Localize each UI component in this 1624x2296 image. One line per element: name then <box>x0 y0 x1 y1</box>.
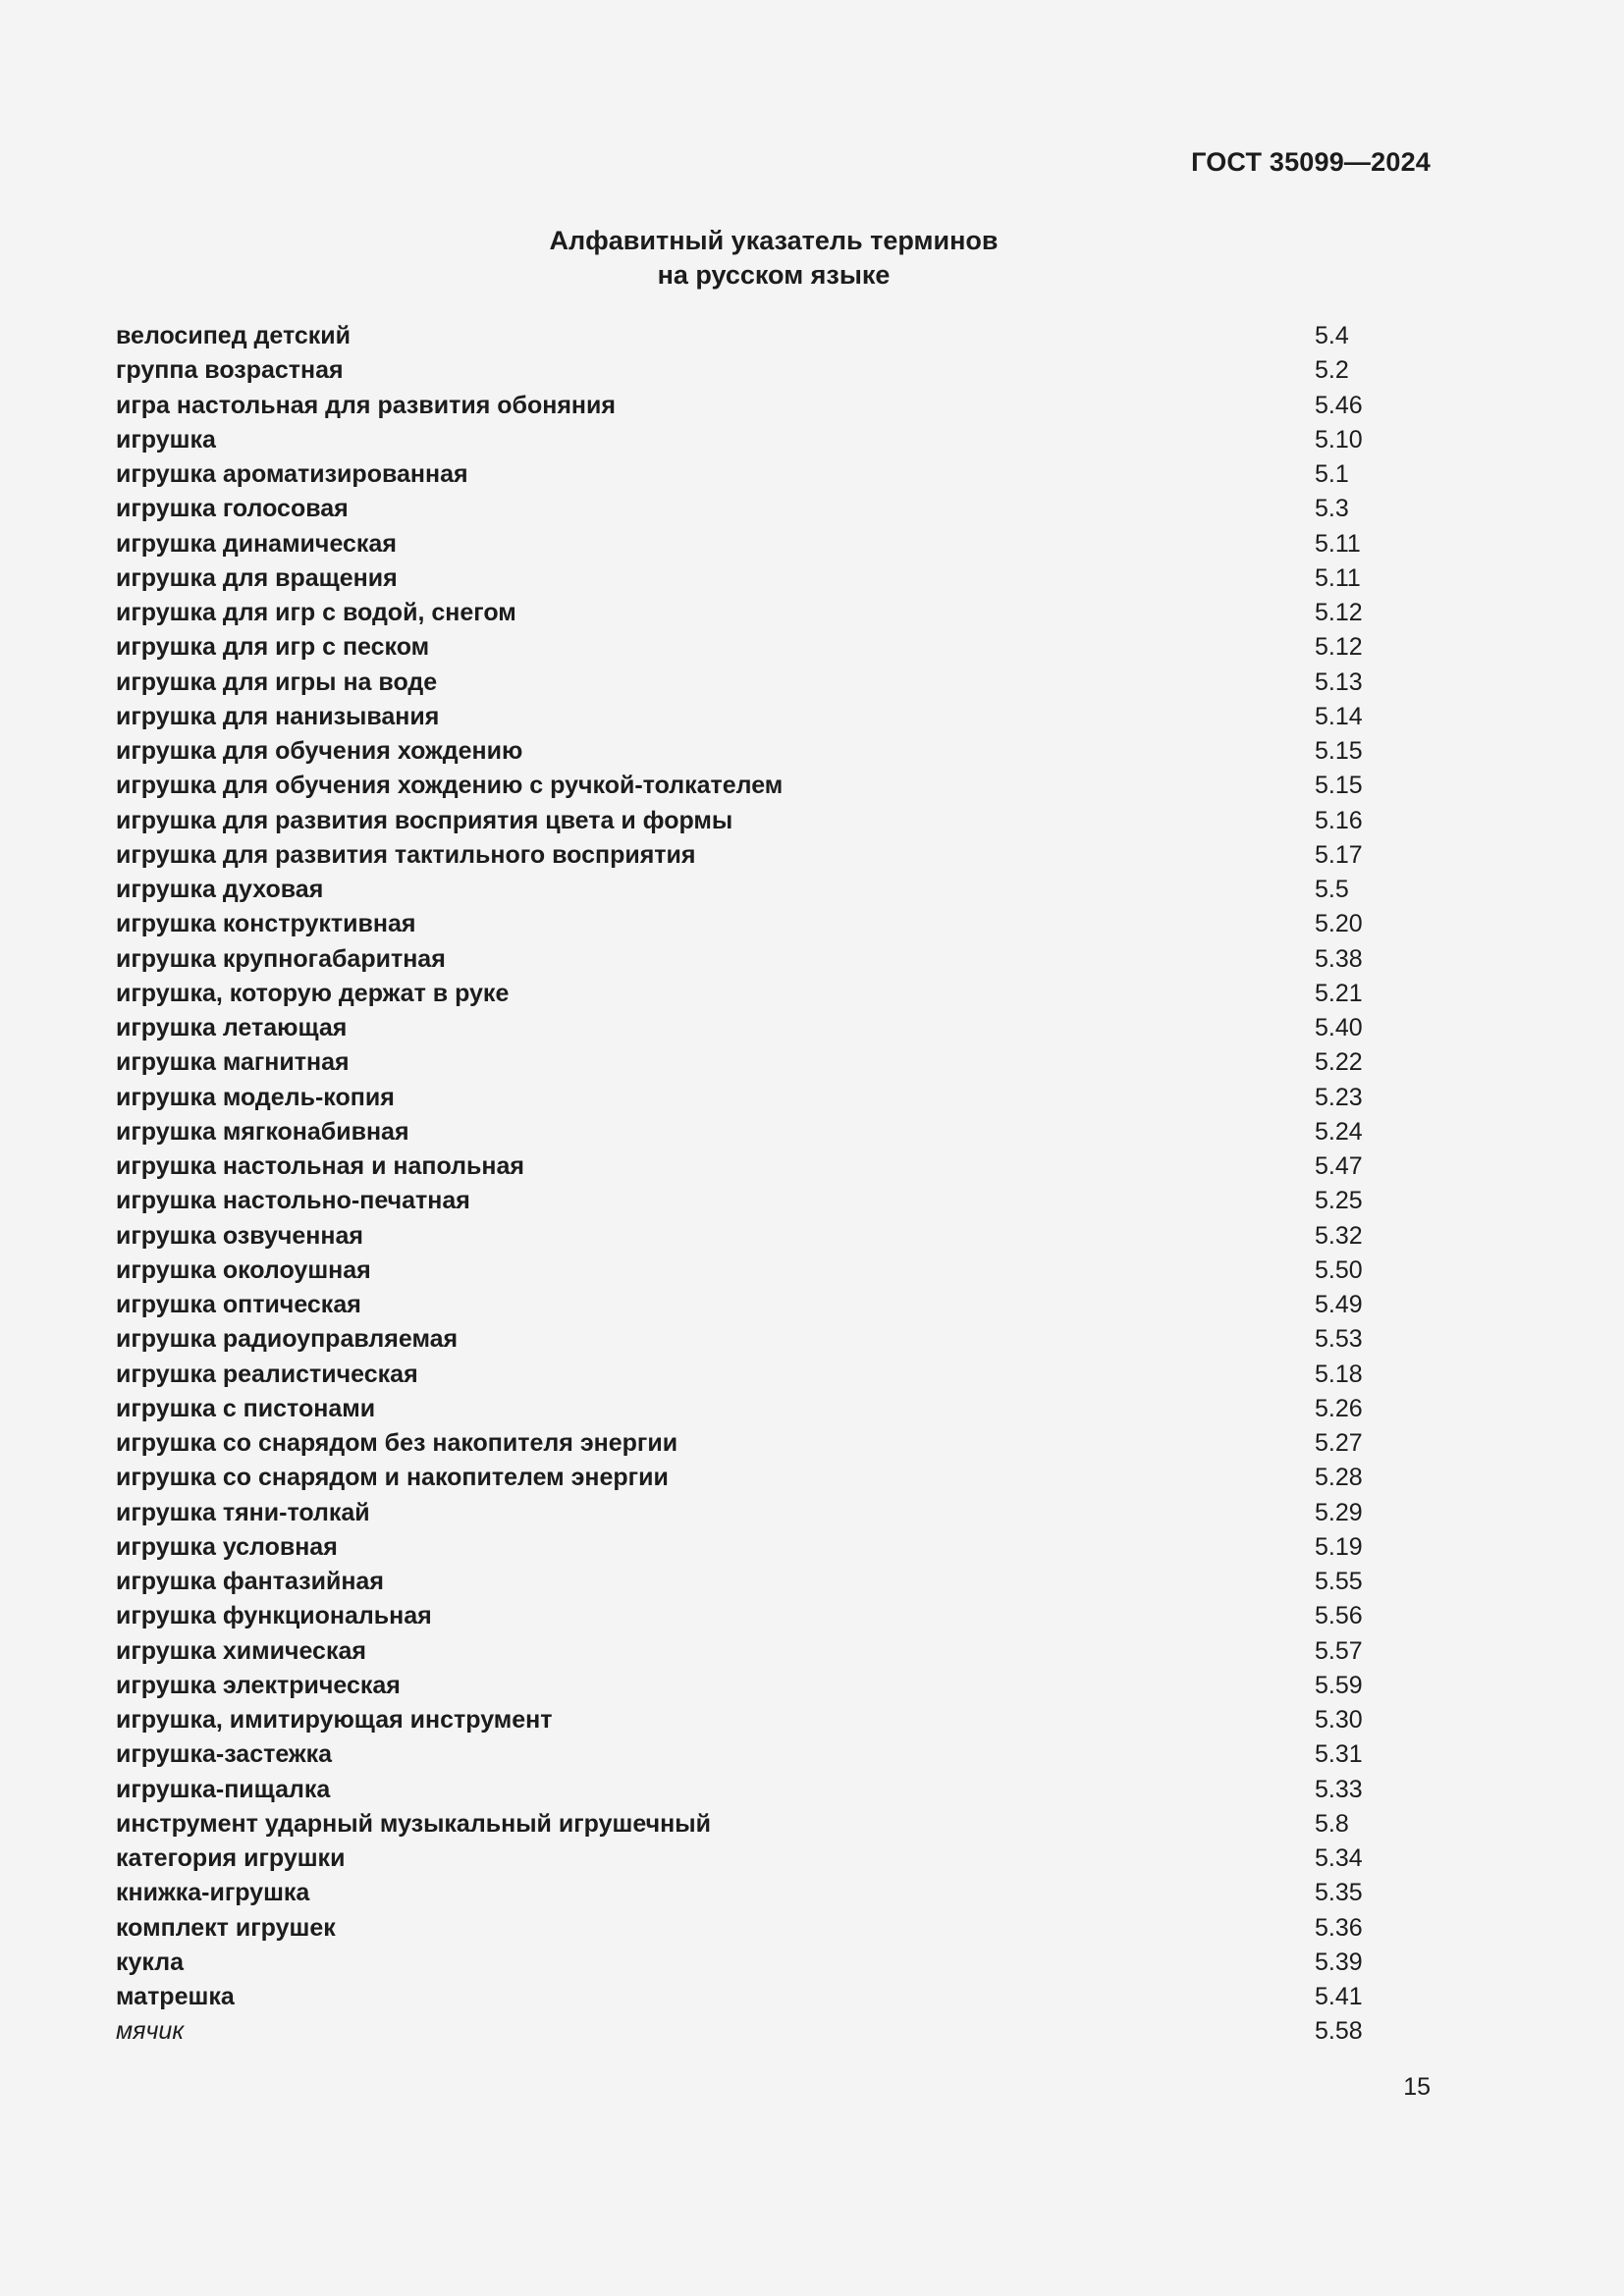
term-row <box>116 1288 1392 1322</box>
term-text: игрушка озвученная <box>116 1221 363 1250</box>
term-reference: 5.22 <box>1315 1048 1363 1077</box>
term-row <box>116 492 1392 526</box>
term-row <box>116 527 1392 561</box>
term-text: игрушка условная <box>116 1532 338 1561</box>
term-row <box>116 1184 1392 1218</box>
term-row <box>116 1011 1392 1045</box>
term-reference: 5.14 <box>1315 702 1363 730</box>
term-row <box>116 700 1392 734</box>
term-text: игрушка реалистическая <box>116 1360 418 1388</box>
term-row <box>116 561 1392 596</box>
term-row <box>116 1115 1392 1149</box>
term-text: игрушка оптическая <box>116 1291 361 1318</box>
term-reference: 5.46 <box>1315 391 1363 419</box>
term-text: игрушка духовая <box>116 876 324 903</box>
term-text: игрушка функциональная <box>116 1602 432 1630</box>
term-text: игрушка фантазийная <box>116 1568 384 1595</box>
term-reference: 5.24 <box>1315 1117 1363 1146</box>
term-reference: 5.38 <box>1315 944 1363 973</box>
term-row <box>116 873 1392 907</box>
term-row <box>116 1565 1392 1599</box>
term-row <box>116 1045 1392 1080</box>
term-reference: 5.41 <box>1315 1983 1363 2010</box>
term-text: игрушка, которую держат в руке <box>116 979 510 1007</box>
term-row <box>116 1219 1392 1254</box>
term-text: игрушка для нанизывания <box>116 702 440 730</box>
term-reference: 5.3 <box>1315 495 1349 523</box>
term-reference: 5.35 <box>1315 1879 1363 1907</box>
term-row <box>116 1149 1392 1184</box>
term-reference: 5.40 <box>1315 1014 1363 1041</box>
term-row <box>116 1358 1392 1392</box>
term-text: игрушка для развития тактильного восприятия <box>116 840 696 869</box>
term-reference: 5.19 <box>1315 1532 1363 1561</box>
term-text: игрушка для развития восприятия цвета и формы <box>116 806 733 834</box>
term-reference: 5.13 <box>1315 667 1363 696</box>
term-text: инструмент ударный музыкальный игрушечный <box>116 1809 711 1838</box>
term-reference: 5.47 <box>1315 1152 1363 1180</box>
term-row <box>116 734 1392 769</box>
term-row <box>116 1703 1392 1737</box>
term-text: игрушка околоушная <box>116 1255 371 1284</box>
term-text: игрушка ароматизированная <box>116 460 468 488</box>
term-reference: 5.58 <box>1315 2017 1363 2046</box>
term-text: игрушка электрическая <box>116 1671 401 1699</box>
term-row <box>116 389 1392 423</box>
term-row <box>116 1530 1392 1565</box>
term-reference: 5.55 <box>1315 1568 1363 1595</box>
term-row <box>116 1773 1392 1807</box>
term-row <box>116 838 1392 873</box>
term-row <box>116 1081 1392 1115</box>
term-reference: 5.56 <box>1315 1602 1363 1630</box>
term-row <box>116 1392 1392 1426</box>
term-row <box>116 1911 1392 1946</box>
term-reference: 5.32 <box>1315 1221 1363 1250</box>
term-text: игрушка для игры на воде <box>116 667 438 696</box>
term-row <box>116 1980 1392 2014</box>
term-row <box>116 2014 1392 2049</box>
term-row <box>116 423 1392 457</box>
term-reference: 5.36 <box>1315 1913 1363 1942</box>
term-text: игрушка крупногабаритная <box>116 944 446 973</box>
term-reference: 5.5 <box>1315 876 1349 903</box>
term-reference: 5.49 <box>1315 1291 1363 1318</box>
document-code: ГОСТ 35099—2024 <box>1191 147 1431 177</box>
term-text: игрушка, имитирующая инструмент <box>116 1706 553 1734</box>
term-text: игрушка для обучения хождению с ручкой-толкателем <box>116 772 784 800</box>
term-row <box>116 1946 1392 1980</box>
term-reference: 5.21 <box>1315 979 1363 1007</box>
term-text: игрушка со снарядом без накопителя энергии <box>116 1429 678 1457</box>
term-text: игрушка-пищалка <box>116 1775 331 1803</box>
page-number: 15 <box>1403 2073 1431 2101</box>
term-row <box>116 1496 1392 1530</box>
term-reference: 5.11 <box>1315 529 1361 558</box>
term-row <box>116 457 1392 492</box>
term-reference: 5.34 <box>1315 1844 1363 1872</box>
term-reference: 5.12 <box>1315 633 1363 662</box>
term-row <box>116 1634 1392 1669</box>
index-title <box>0 224 1547 293</box>
term-text: игрушка для вращения <box>116 563 398 592</box>
term-reference: 5.25 <box>1315 1187 1363 1215</box>
term-text: игрушка <box>116 425 216 454</box>
term-text: категория игрушки <box>116 1844 346 1872</box>
term-row <box>116 907 1392 941</box>
index-title-line-2: на русском языке <box>657 260 891 290</box>
term-reference: 5.18 <box>1315 1360 1363 1388</box>
term-reference: 5.39 <box>1315 1948 1363 1976</box>
term-text: игрушка радиоуправляемая <box>116 1325 459 1354</box>
term-text: матрешка <box>116 1983 235 2010</box>
term-reference: 5.20 <box>1315 910 1363 938</box>
term-text: игрушка мягконабивная <box>116 1117 409 1146</box>
term-reference: 5.8 <box>1315 1809 1349 1838</box>
term-reference: 5.59 <box>1315 1671 1363 1699</box>
term-reference: 5.31 <box>1315 1740 1363 1769</box>
term-row <box>116 1669 1392 1703</box>
term-text: игрушка настольная и напольная <box>116 1152 524 1180</box>
term-row <box>116 1254 1392 1288</box>
term-reference: 5.23 <box>1315 1083 1363 1111</box>
term-row <box>116 977 1392 1011</box>
term-reference: 5.15 <box>1315 737 1363 765</box>
term-reference: 5.50 <box>1315 1255 1363 1284</box>
term-reference: 5.1 <box>1315 460 1349 488</box>
term-text: игрушка для игр с песком <box>116 633 430 662</box>
term-text: игрушка конструктивная <box>116 910 416 938</box>
term-row <box>116 1876 1392 1910</box>
term-row <box>116 942 1392 977</box>
term-reference: 5.10 <box>1315 425 1363 454</box>
term-text: игрушка голосовая <box>116 495 349 523</box>
term-reference: 5.4 <box>1315 322 1349 349</box>
term-row <box>116 319 1392 353</box>
term-text: мячик <box>116 2017 185 2046</box>
term-row <box>116 1461 1392 1495</box>
term-text: игрушка динамическая <box>116 529 397 558</box>
term-text: игрушка магнитная <box>116 1048 350 1077</box>
term-row <box>116 353 1392 388</box>
term-reference: 5.27 <box>1315 1429 1363 1457</box>
term-text: игрушка со снарядом и накопителем энергии <box>116 1464 669 1492</box>
term-reference: 5.33 <box>1315 1775 1363 1803</box>
term-index-list <box>116 319 1392 2050</box>
term-text: группа возрастная <box>116 356 344 385</box>
term-row <box>116 630 1392 665</box>
term-text: игрушка тяни-толкай <box>116 1498 370 1526</box>
term-row <box>116 1842 1392 1876</box>
term-row <box>116 1737 1392 1772</box>
term-row <box>116 1426 1392 1461</box>
term-text: комплект игрушек <box>116 1913 336 1942</box>
term-row <box>116 769 1392 803</box>
index-title-line-1: Алфавитный указатель терминов <box>549 226 999 255</box>
term-row <box>116 666 1392 700</box>
term-text: игрушка-застежка <box>116 1740 333 1769</box>
term-row <box>116 596 1392 630</box>
term-reference: 5.2 <box>1315 356 1349 385</box>
term-text: игрушка с пистонами <box>116 1394 376 1422</box>
term-reference: 5.28 <box>1315 1464 1363 1492</box>
term-text: велосипед детский <box>116 322 352 349</box>
term-reference: 5.57 <box>1315 1636 1363 1665</box>
term-text: книжка-игрушка <box>116 1879 310 1907</box>
term-reference: 5.29 <box>1315 1498 1363 1526</box>
term-reference: 5.26 <box>1315 1394 1363 1422</box>
term-row <box>116 804 1392 838</box>
term-row <box>116 1807 1392 1842</box>
term-text: игрушка настольно-печатная <box>116 1187 470 1215</box>
term-text: игрушка модель-копия <box>116 1083 395 1111</box>
term-text: игрушка для обучения хождению <box>116 737 523 765</box>
term-text: игрушка летающая <box>116 1014 348 1041</box>
term-text: игрушка химическая <box>116 1636 366 1665</box>
term-row <box>116 1599 1392 1633</box>
term-reference: 5.12 <box>1315 599 1363 626</box>
term-reference: 5.11 <box>1315 563 1361 592</box>
term-reference: 5.17 <box>1315 840 1363 869</box>
term-row <box>116 1322 1392 1357</box>
term-reference: 5.16 <box>1315 806 1363 834</box>
term-text: игрушка для игр с водой, снегом <box>116 599 516 626</box>
term-text: кукла <box>116 1948 185 1976</box>
term-reference: 5.15 <box>1315 772 1363 800</box>
term-text: игра настольная для развития обоняния <box>116 391 616 419</box>
term-reference: 5.53 <box>1315 1325 1363 1354</box>
term-reference: 5.30 <box>1315 1706 1363 1734</box>
